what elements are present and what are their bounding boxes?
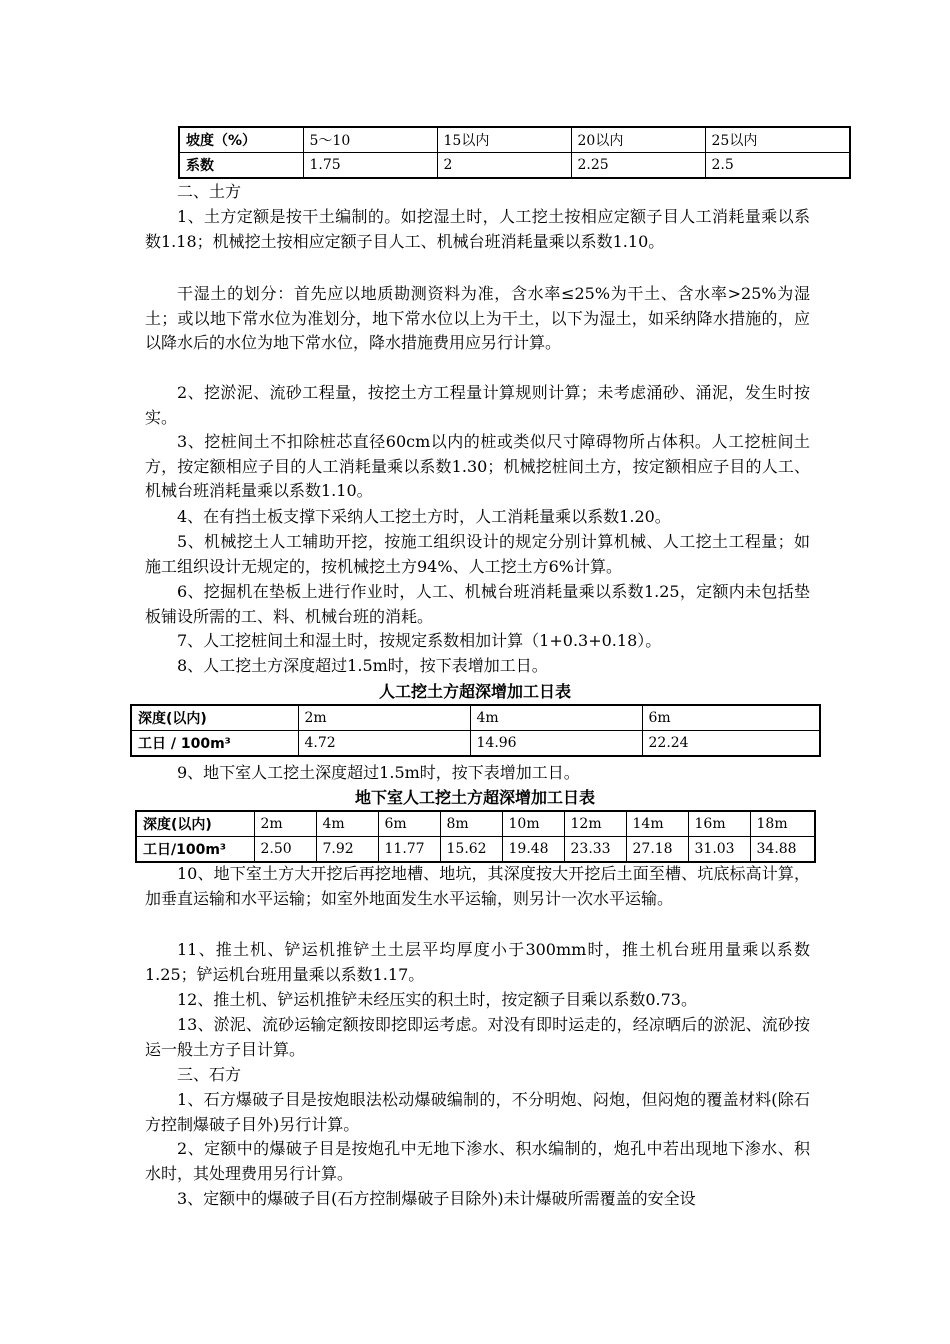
table-cell: 4.72 (298, 731, 470, 757)
table-cell: 27.18 (626, 837, 688, 863)
table-cell: 2m (254, 811, 316, 837)
table-row (131, 731, 820, 757)
table-row (131, 705, 820, 731)
section-heading-earth: 二、土方 (177, 182, 242, 201)
paragraph: 12、推土机、铲运机推铲未经压实的积土时，按定额子目乘以系数0.73。 (177, 990, 697, 1009)
paragraph: 2、挖淤泥、流砂工程量，按挖土方工程量计算规则计算；未考虑涌砂、涌泥，发生时按实。 (145, 383, 810, 427)
table-cell: 12m (564, 811, 626, 837)
table-cell: 22.24 (642, 731, 820, 757)
table-cell: 工日/100m³ (136, 837, 254, 863)
table-cell: 6m (642, 705, 820, 731)
table-cell: 11.77 (378, 837, 440, 863)
table-cell: 10m (502, 811, 564, 837)
table-cell: 1.75 (303, 153, 437, 179)
table-cell: 15.62 (440, 837, 502, 863)
table-cell: 8m (440, 811, 502, 837)
paragraph: 13、淤泥、流砂运输定额按即挖即运考虑。对没有即时运走的，经凉晒后的淤泥、流砂按运一般土方子目计算。 (145, 1015, 810, 1059)
paragraph: 4、在有挡土板支撑下采纳人工挖土方时，人工消耗量乘以系数1.20。 (177, 507, 671, 526)
table-cell: 2.50 (254, 837, 316, 863)
table-cell: 4m (316, 811, 378, 837)
table-cell: 4m (470, 705, 642, 731)
paragraph: 10、地下室土方大开挖后再挖地槽、地坑，其深度按大开挖后土面至槽、坑底标高计算，加垂直运输和水平运输；如室外地面发生水平运输，则另计一次水平运输。 (145, 864, 810, 908)
paragraph: 1、土方定额是按干土编制的。如挖湿土时，人工挖土按相应定额子目人工消耗量乘以系数1.18；机械挖土按相应定额子目人工、机械台班消耗量乘以系数1.10。 (145, 207, 810, 251)
table-caption: 地下室人工挖土方超深增加工日表 (354, 788, 595, 807)
table-cell: 2.25 (571, 153, 705, 179)
table-row (179, 127, 850, 153)
paragraph: 5、机械挖土人工辅助开挖，按施工组织设计的规定分别计算机械、人工挖土工程量；如施工组织设计无规定的，按机械挖土方94%、人工挖土方6%计算。 (145, 532, 810, 576)
table-cell: 23.33 (564, 837, 626, 863)
slope-coefficient-table (178, 126, 851, 179)
table-cell: 坡度（%） (179, 127, 303, 153)
table-cell: 2m (298, 705, 470, 731)
table-cell: 深度(以内) (131, 705, 298, 731)
table-cell: 19.48 (502, 837, 564, 863)
paragraph: 1、石方爆破子目是按炮眼法松动爆破编制的，不分明炮、闷炮，但闷炮的覆盖材料(除石方控制爆破子目外)另行计算。 (145, 1090, 810, 1134)
excavation-depth-table (130, 704, 821, 757)
table-row (136, 837, 815, 863)
table-cell: 15以内 (437, 127, 571, 153)
table-row (179, 153, 850, 179)
table-cell: 2.5 (705, 153, 850, 179)
table-cell: 深度(以内) (136, 811, 254, 837)
paragraph: 8、人工挖土方深度超过1.5m时，按下表增加工日。 (177, 656, 548, 675)
table-cell: 31.03 (688, 837, 750, 863)
table-cell: 16m (688, 811, 750, 837)
table-cell: 34.88 (750, 837, 815, 863)
table-cell: 系数 (179, 153, 303, 179)
paragraph: 6、挖掘机在垫板上进行作业时，人工、机械台班消耗量乘以系数1.25，定额内未包括垫板铺设所需的工、料、机械台班的消耗。 (145, 582, 810, 626)
table-cell: 工日 / 100m³ (131, 731, 298, 757)
paragraph: 9、地下室人工挖土深度超过1.5m时，按下表增加工日。 (177, 763, 580, 782)
table-cell: 20以内 (571, 127, 705, 153)
paragraph: 2、定额中的爆破子目是按炮孔中无地下渗水、积水编制的，炮孔中若出现地下渗水、积水时，其处理费用另行计算。 (145, 1139, 810, 1183)
table-row (136, 811, 815, 837)
table-cell: 7.92 (316, 837, 378, 863)
paragraph: 11、推土机、铲运机推铲土土层平均厚度小于300mm时，推土机台班用量乘以系数1.25；铲运机台班用量乘以系数1.17。 (145, 940, 810, 984)
table-cell: 14m (626, 811, 688, 837)
paragraph: 7、人工挖桩间土和湿土时，按规定系数相加计算（1+0.3+0.18）。 (177, 631, 662, 650)
section-heading-stone: 三、石方 (177, 1065, 242, 1084)
table-caption: 人工挖土方超深增加工日表 (378, 682, 571, 701)
table-cell: 6m (378, 811, 440, 837)
table-cell: 5～10 (303, 127, 437, 153)
basement-depth-table (135, 810, 816, 863)
paragraph: 3、定额中的爆破子目(石方控制爆破子目除外)未计爆破所需覆盖的安全设 (177, 1189, 696, 1208)
table-cell: 14.96 (470, 731, 642, 757)
paragraph: 干湿土的划分：首先应以地质勘测资料为准，含水率≤25%为干土、含水率>25%为湿土；或以地下常水位为准划分，地下常水位以上为干土，以下为湿土，如采纳降水措施的，应以降水后的水位为地下常水位，降水措施费用应另行计算。 (145, 284, 810, 352)
table-cell: 25以内 (705, 127, 850, 153)
table-cell: 18m (750, 811, 815, 837)
table-cell: 2 (437, 153, 571, 179)
paragraph: 3、挖桩间土不扣除桩芯直径60cm以内的桩或类似尺寸障碍物所占体积。人工挖桩间土方，按定额相应子目的人工消耗量乘以系数1.30；机械挖桩间土方，按定额相应子目的人工、机械台班消耗量乘以系数1.10。 (145, 432, 810, 500)
